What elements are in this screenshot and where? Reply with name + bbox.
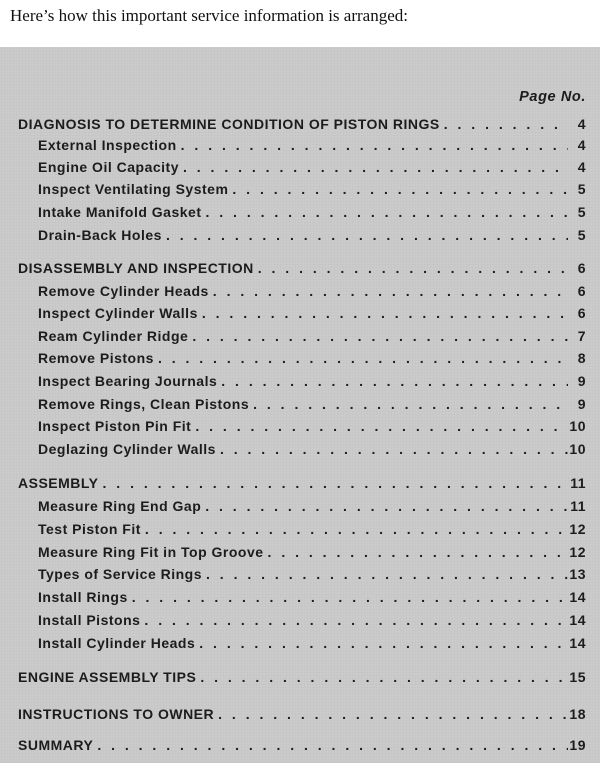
toc-page-number: 5: [577, 204, 586, 220]
toc-item-title: Ream Cylinder Ridge: [38, 328, 189, 344]
toc-item: [38, 159, 586, 175]
toc-page-number: 15: [569, 669, 586, 685]
toc-page-number: 12: [569, 521, 586, 537]
leader-dots: [254, 260, 568, 276]
toc-page-number: 5: [577, 181, 586, 197]
toc-item: [38, 441, 586, 457]
toc-item-title: Inspect Bearing Journals: [38, 373, 218, 389]
toc-item: [38, 305, 586, 321]
leader-dots: [217, 373, 568, 389]
leader-dots: [196, 669, 568, 685]
toc-page-number: 19: [569, 737, 586, 753]
leader-dots: [214, 706, 568, 722]
toc-section-title: DISASSEMBLY AND INSPECTION: [18, 260, 254, 276]
toc-page-number: 4: [577, 137, 586, 153]
intro-text: Here’s how this important service information is arranged:: [10, 6, 408, 25]
toc-page-number: 10: [569, 441, 586, 457]
toc-page-number: 11: [570, 475, 586, 491]
leader-dots: [201, 498, 568, 514]
toc-page-number: 4: [577, 116, 586, 132]
toc-item-title: Install Cylinder Heads: [38, 635, 196, 651]
toc-item-title: Remove Rings, Clean Pistons: [38, 396, 250, 412]
leader-dots: [195, 635, 568, 651]
toc-page-number: 12: [569, 544, 586, 560]
table-of-contents-panel: [0, 47, 600, 763]
toc-page-number: 6: [577, 305, 586, 321]
toc-item-title: Measure Ring Fit in Top Groove: [38, 544, 264, 560]
leader-dots: [264, 544, 568, 560]
toc-section-title: DIAGNOSIS TO DETERMINE CONDITION OF PISTON RINGS: [18, 116, 440, 132]
toc-item: [38, 350, 586, 366]
leader-dots: [440, 116, 568, 132]
toc-item-title: Types of Service Rings: [38, 566, 203, 582]
toc-item-title: Install Rings: [38, 589, 128, 605]
leader-dots: [228, 181, 568, 197]
leader-dots: [209, 283, 568, 299]
leader-dots: [99, 475, 568, 491]
leader-dots: [202, 566, 568, 582]
toc-item: [38, 204, 586, 220]
toc-section: [18, 669, 586, 685]
toc-item: [38, 635, 586, 651]
toc-item: [38, 521, 586, 537]
toc-page-number: 7: [577, 328, 586, 344]
toc-section-title: SUMMARY: [18, 737, 94, 753]
toc-section-title: ENGINE ASSEMBLY TIPS: [18, 669, 197, 685]
toc-item: [38, 589, 586, 605]
toc-page-number: 18: [569, 706, 586, 722]
toc-item-title: External Inspection: [38, 137, 177, 153]
toc-item: [38, 612, 586, 628]
leader-dots: [191, 418, 568, 434]
toc-page-number: 6: [577, 260, 586, 276]
toc-item-title: Drain-Back Holes: [38, 227, 162, 243]
leader-dots: [154, 350, 568, 366]
page-number-header: Page No.: [519, 89, 586, 105]
toc-page-number: 9: [577, 373, 586, 389]
toc-section-title: ASSEMBLY: [18, 475, 99, 491]
toc-item: [38, 396, 586, 412]
toc-item-title: Engine Oil Capacity: [38, 159, 179, 175]
toc-item: [38, 283, 586, 299]
toc-item: [38, 137, 586, 153]
toc-item-title: Intake Manifold Gasket: [38, 204, 202, 220]
toc-section: [18, 737, 586, 753]
toc-page-number: 5: [577, 227, 586, 243]
toc-item-title: Install Pistons: [38, 612, 141, 628]
leader-dots: [141, 521, 568, 537]
leader-dots: [216, 441, 568, 457]
toc-item: [38, 373, 586, 389]
toc-item-title: Test Piston Fit: [38, 521, 141, 537]
toc-page-number: 14: [569, 635, 586, 651]
leader-dots: [179, 159, 568, 175]
toc-page-number: 9: [577, 396, 586, 412]
leader-dots: [249, 396, 568, 412]
toc-page-number: 8: [577, 350, 586, 366]
toc-section-title: INSTRUCTIONS TO OWNER: [18, 706, 215, 722]
toc-page-number: 11: [570, 498, 586, 514]
toc-section: [18, 260, 586, 276]
toc-item-title: Remove Pistons: [38, 350, 154, 366]
leader-dots: [140, 612, 568, 628]
leader-dots: [198, 305, 568, 321]
leader-dots: [128, 589, 568, 605]
leader-dots: [93, 737, 568, 753]
toc-item-title: Measure Ring End Gap: [38, 498, 202, 514]
leader-dots: [162, 227, 568, 243]
toc-item-title: Deglazing Cylinder Walls: [38, 441, 216, 457]
toc-page-number: 14: [569, 589, 586, 605]
toc-item: [38, 544, 586, 560]
toc-section: [18, 475, 586, 491]
toc-item-title: Inspect Piston Pin Fit: [38, 418, 192, 434]
toc-page-number: 10: [569, 418, 586, 434]
toc-section: [18, 116, 586, 132]
toc-item-title: Remove Cylinder Heads: [38, 283, 209, 299]
leader-dots: [177, 137, 568, 153]
leader-dots: [188, 328, 568, 344]
toc-section: [18, 706, 586, 722]
toc-page-number: 13: [569, 566, 586, 582]
toc-page-number: 4: [577, 159, 586, 175]
toc-page-number: 6: [577, 283, 586, 299]
toc-item-title: Inspect Ventilating System: [38, 181, 229, 197]
toc-item-title: Inspect Cylinder Walls: [38, 305, 198, 321]
toc-item: [38, 227, 586, 243]
toc-item: [38, 566, 586, 582]
leader-dots: [201, 204, 568, 220]
toc-item: [38, 181, 586, 197]
toc-item: [38, 418, 586, 434]
toc-page-number: 14: [569, 612, 586, 628]
toc-item: [38, 328, 586, 344]
toc-item: [38, 498, 586, 514]
